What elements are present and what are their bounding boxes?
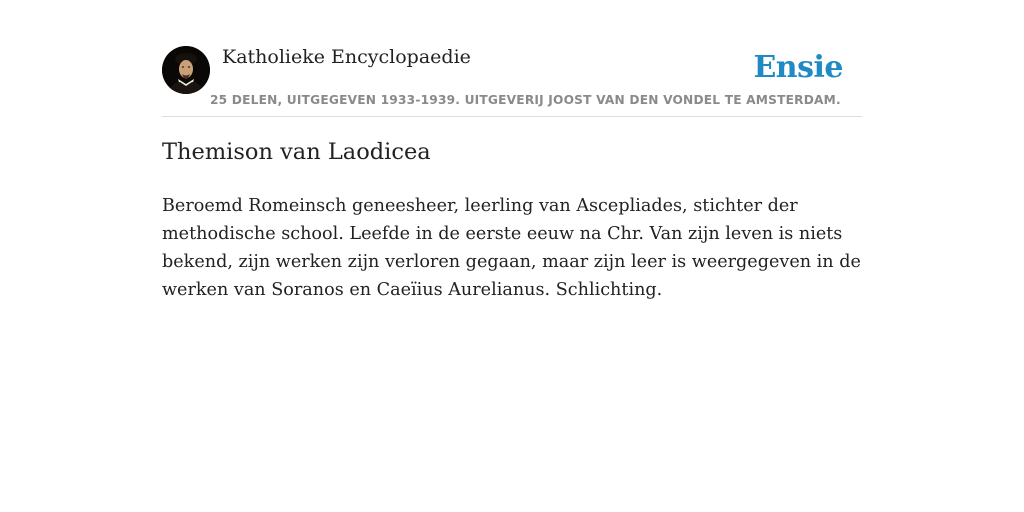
source-subtitle: 25 DELEN, UITGEGEVEN 1933-1939. UITGEVERIJ JOOST VAN DEN VONDEL TE AMSTERDAM. <box>210 93 841 107</box>
source-title-link[interactable]: Katholieke Encyclopaedie <box>222 46 471 68</box>
article-title: Themison van Laodicea <box>162 139 431 165</box>
portrait-icon <box>162 46 210 94</box>
article-body: Beroemd Romeinsch geneesheer, leerling van Ascepliades, stichter der methodische school. Leefde in de eerste eeuw na Chr. Van zijn leven is niets bekend, zijn werken zijn verloren gegaan, maar zijn leer is weergegeven in de werken van Soranos en Caeïius Aurelianus. Schlichting. <box>162 196 861 300</box>
source-header <box>162 44 862 117</box>
ensie-logo-link[interactable]: Ensie <box>753 50 843 85</box>
source-avatar[interactable] <box>162 46 210 94</box>
